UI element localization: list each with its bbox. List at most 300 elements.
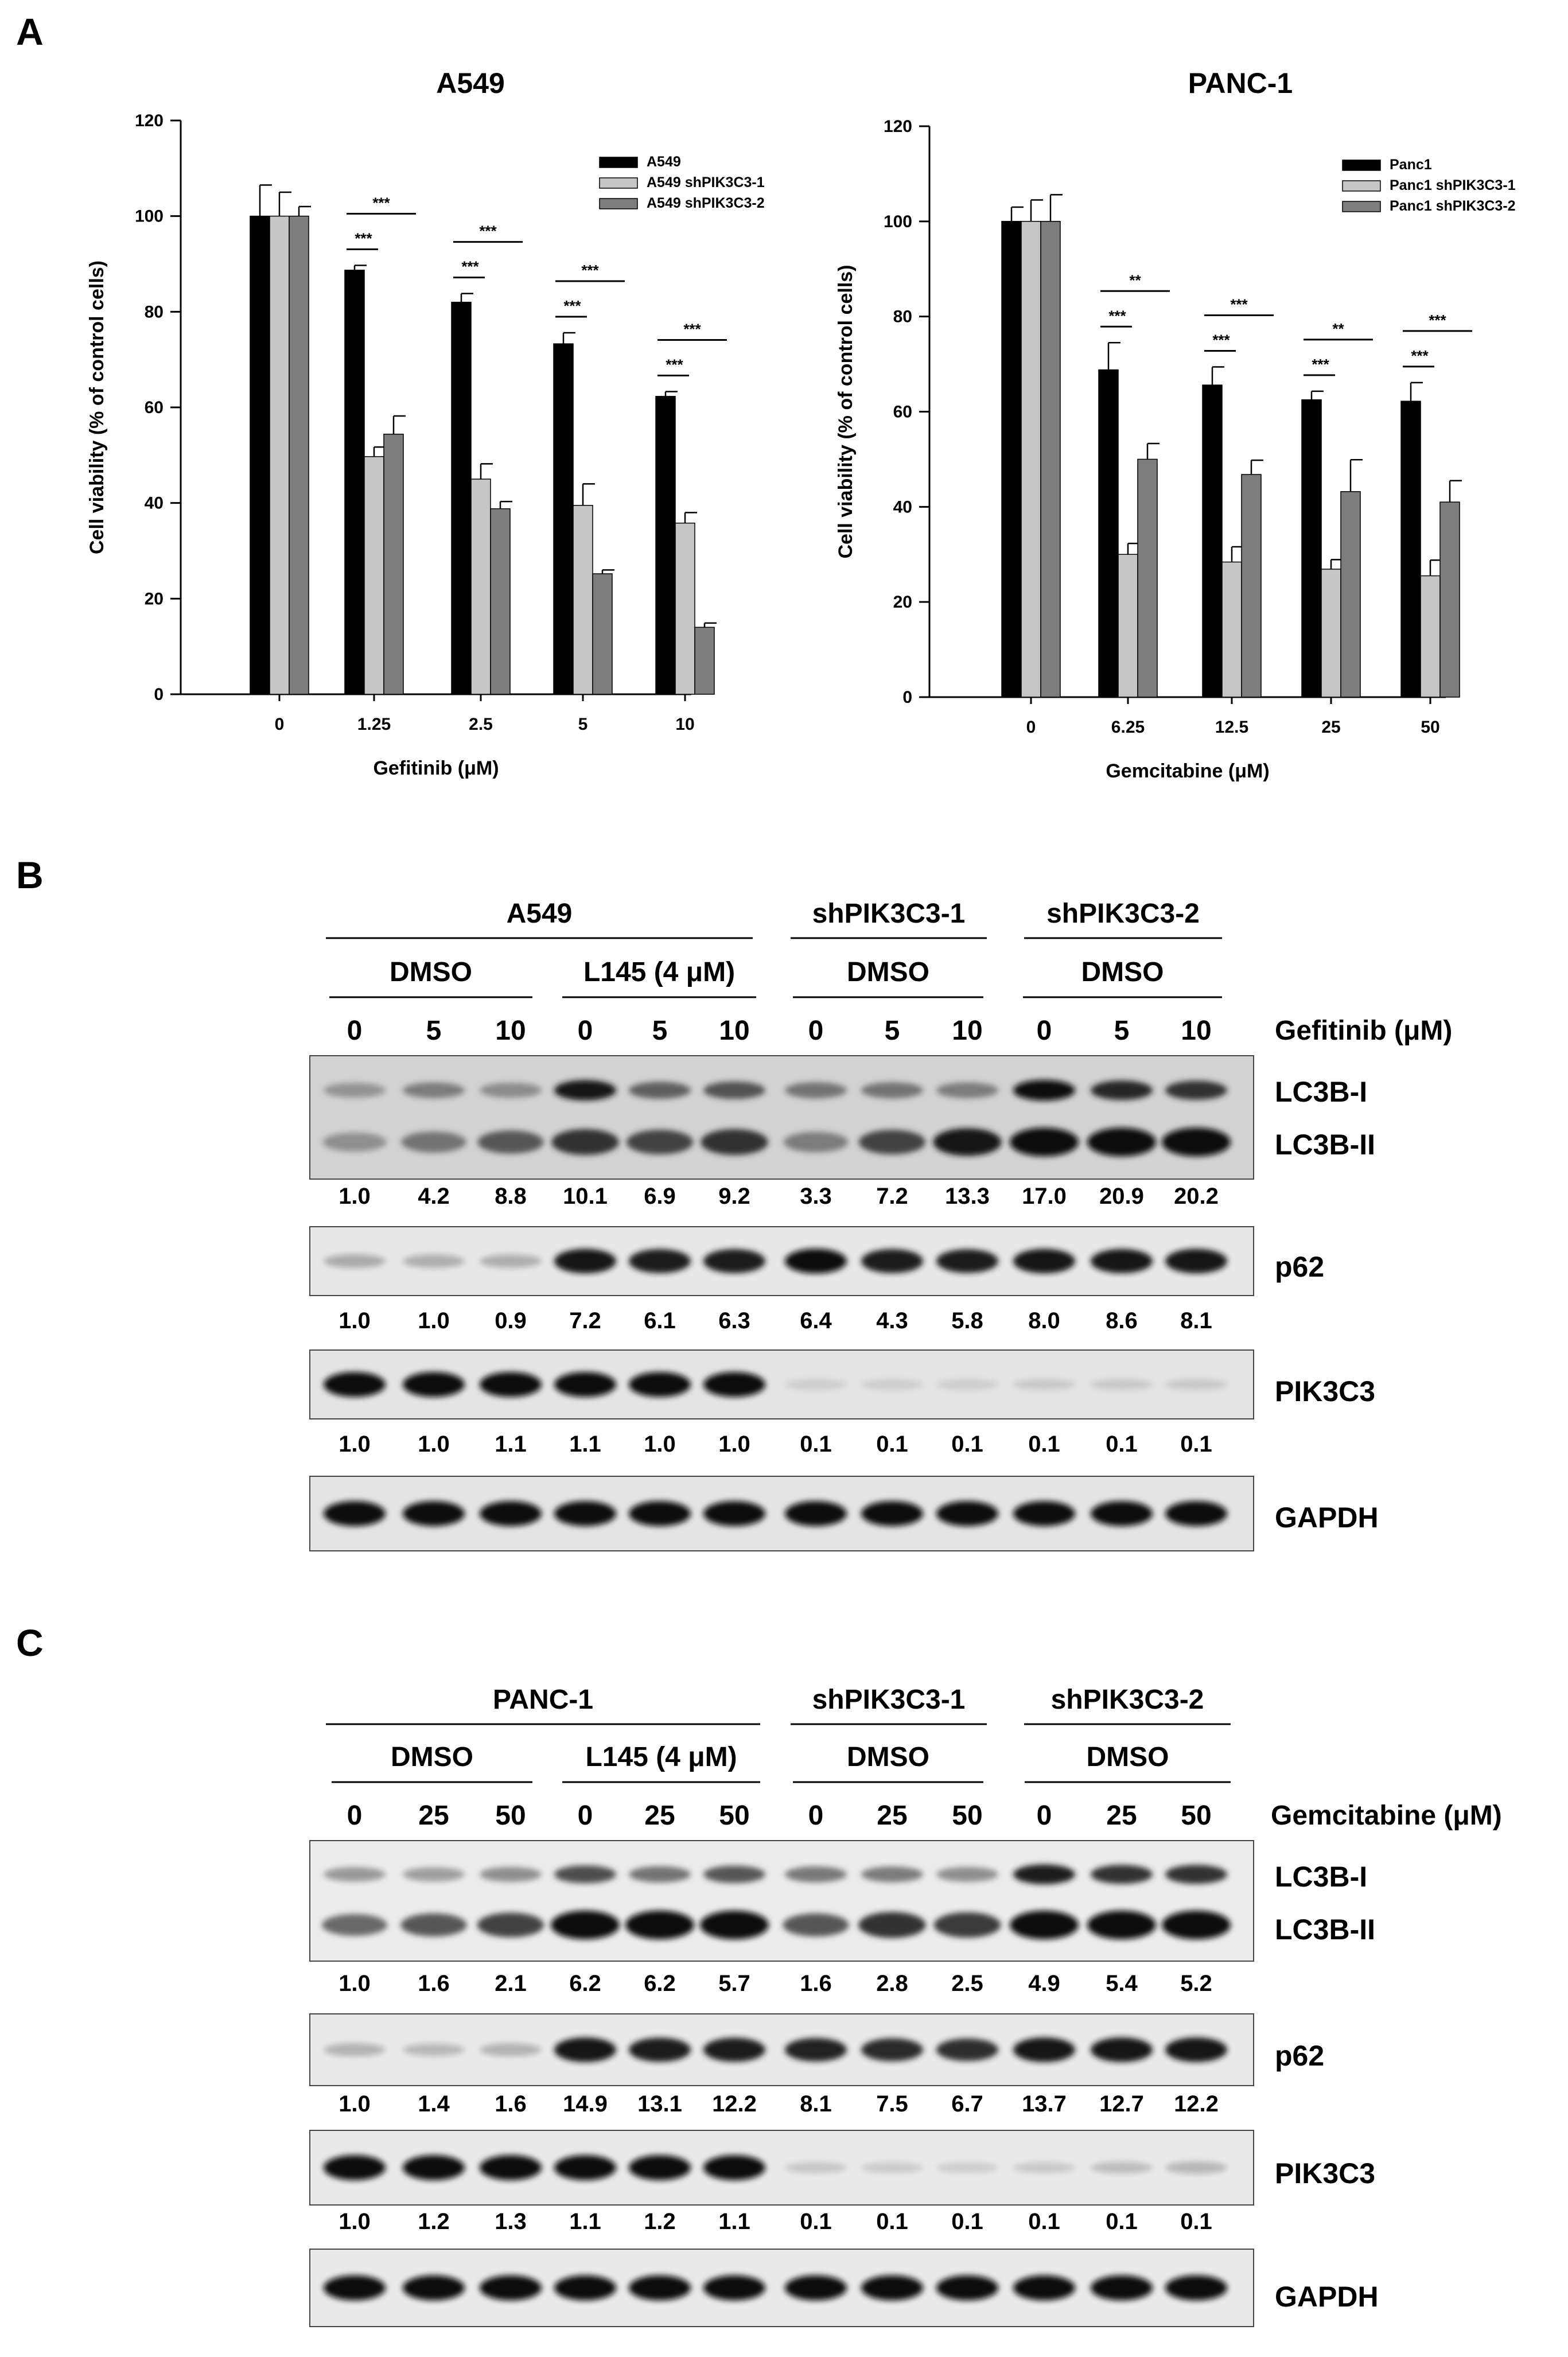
blot-quantification-value: 1.2 xyxy=(418,2209,450,2234)
blot-band xyxy=(629,1501,691,1526)
blot-band xyxy=(1165,2037,1227,2062)
y-tick-label: 0 xyxy=(902,688,912,707)
blot-band xyxy=(324,1501,386,1526)
blot-quantification-value: 6.2 xyxy=(644,1971,676,1996)
significance-stars-outer: *** xyxy=(372,194,390,212)
bar-0-s1-c4 xyxy=(675,523,695,694)
blot-quantification-value: 6.9 xyxy=(644,1184,676,1209)
significance-stars-outer: *** xyxy=(479,222,497,240)
blot-dose-label: 0 xyxy=(347,1800,363,1831)
blot-band xyxy=(934,1912,1001,1938)
blot-quantification-value: 0.1 xyxy=(1028,1432,1060,1457)
bar-0-s1-c3 xyxy=(573,505,593,694)
blot-dose-axis-label: Gefitinib (μM) xyxy=(1275,1016,1453,1046)
blot-quantification-value: 0.1 xyxy=(800,2209,832,2234)
blot-dose-label: 0 xyxy=(347,1016,363,1046)
significance-stars-outer: *** xyxy=(581,262,599,279)
y-tick-label: 20 xyxy=(144,589,164,609)
bar-0-s1-c0 xyxy=(270,216,289,694)
blot-dose-label: 25 xyxy=(644,1800,675,1831)
blot-band xyxy=(1087,1911,1156,1939)
blot-band xyxy=(785,1248,847,1273)
blot-quantification-value: 8.0 xyxy=(1028,1308,1060,1333)
significance-stars-outer: ** xyxy=(1332,320,1344,337)
y-tick-label: 20 xyxy=(893,593,912,612)
blot-quantification-value: 7.5 xyxy=(876,2091,908,2117)
legend-swatch xyxy=(1343,160,1380,170)
blot-band xyxy=(324,1083,386,1098)
blot-band xyxy=(1162,1128,1231,1157)
blot-quantification-value: 5.7 xyxy=(718,1971,750,1996)
blot-band xyxy=(861,2038,923,2061)
blot-protein-label: p62 xyxy=(1275,2040,1325,2072)
blot-quantification-value: 1.0 xyxy=(418,1432,450,1457)
legend-swatch xyxy=(600,199,637,209)
blot-band xyxy=(480,2155,542,2180)
blot-band xyxy=(629,1372,691,1397)
blot-band xyxy=(1091,2161,1153,2173)
blot-band xyxy=(861,1866,923,1883)
significance-stars-outer: *** xyxy=(1230,295,1248,313)
blot-band xyxy=(703,2038,765,2062)
y-tick-label: 60 xyxy=(144,398,164,417)
blot-band xyxy=(403,2044,465,2056)
x-tick-label: 12.5 xyxy=(1215,718,1249,737)
legend-label: Panc1 shPIK3C3-1 xyxy=(1390,177,1516,193)
blot-quantification-value: 0.1 xyxy=(876,1432,908,1457)
blot-band xyxy=(1165,1379,1227,1390)
blot-band xyxy=(629,2038,691,2062)
x-axis-label: Gefitinib (μM) xyxy=(373,757,499,779)
blot-band xyxy=(1013,1865,1075,1885)
blot-band xyxy=(554,1080,616,1100)
blot-band xyxy=(403,1501,465,1526)
blot-quantification-value: 8.1 xyxy=(800,2091,832,2117)
blot-band xyxy=(703,1082,765,1099)
blot-band xyxy=(785,1379,847,1390)
blot-band xyxy=(785,2276,847,2300)
blot-band xyxy=(861,1501,923,1526)
bar-1-s0-c3 xyxy=(1302,400,1321,697)
blot-band xyxy=(554,2276,616,2300)
blot-dose-label: 5 xyxy=(652,1016,668,1046)
blot-band xyxy=(554,1501,616,1526)
blot-quantification-value: 8.8 xyxy=(495,1184,527,1209)
legend-label: A549 xyxy=(647,154,681,170)
blot-dose-label: 0 xyxy=(577,1800,593,1831)
bar-1-s1-c0 xyxy=(1021,221,1041,697)
blot-band xyxy=(554,2037,616,2062)
bar-1-s0-c4 xyxy=(1401,401,1421,697)
significance-stars-outer: ** xyxy=(1129,271,1141,289)
y-axis-label: Cell viability (% of control cells) xyxy=(835,265,857,559)
blot-quantification-value: 1.1 xyxy=(569,1432,601,1457)
blot-band xyxy=(1013,2276,1075,2300)
blot-band xyxy=(629,2276,691,2300)
blot-band xyxy=(703,1501,765,1526)
bar-chart-a549 xyxy=(86,67,765,779)
blot-band xyxy=(933,1128,1001,1156)
blot-quantification-value: 1.6 xyxy=(800,1971,832,1996)
blot-band xyxy=(324,1254,386,1268)
blot-band xyxy=(703,1249,765,1273)
blot-dose-label: 0 xyxy=(577,1016,593,1046)
blot-band xyxy=(1091,1249,1153,1273)
blot-quantification-value: 4.3 xyxy=(876,1308,908,1333)
blot-group-header: PANC-1 xyxy=(492,1685,594,1715)
blot-band xyxy=(701,1129,768,1155)
blot-protein-label: LC3B-I xyxy=(1275,1076,1368,1108)
bar-1-s0-c1 xyxy=(1099,370,1118,697)
blot-band xyxy=(936,1867,998,1882)
blot-band xyxy=(403,1867,465,1881)
blot-dose-label: 25 xyxy=(877,1800,908,1831)
blot-quantification-value: 5.8 xyxy=(951,1308,983,1333)
blot-condition-header: DMSO xyxy=(847,1742,929,1772)
x-axis-label: Gemcitabine (μM) xyxy=(1106,760,1270,782)
y-tick-label: 120 xyxy=(134,111,164,130)
blot-dose-label: 10 xyxy=(1181,1016,1212,1046)
blot-quantification-value: 0.1 xyxy=(1028,2209,1060,2234)
blot-band xyxy=(477,1913,544,1938)
blot-band xyxy=(1087,1128,1156,1157)
bar-0-s2-c1 xyxy=(384,434,403,694)
blot-band xyxy=(859,1130,925,1154)
x-tick-label: 50 xyxy=(1421,718,1440,737)
bar-1-s1-c4 xyxy=(1421,576,1440,697)
blot-band xyxy=(480,1372,542,1397)
blot-quantification-value: 20.2 xyxy=(1174,1184,1219,1209)
blot-quantification-value: 1.0 xyxy=(338,2091,371,2117)
blot-band xyxy=(554,1249,616,1274)
blot-band xyxy=(861,1249,923,1273)
blot-quantification-value: 1.1 xyxy=(718,2209,750,2234)
blot-band xyxy=(861,1379,923,1390)
blot-band xyxy=(403,2155,465,2180)
blot-dose-label: 5 xyxy=(426,1016,442,1046)
blot-band xyxy=(629,1866,691,1883)
blot-band xyxy=(480,1254,542,1267)
blot-band xyxy=(480,1083,542,1098)
blot-quantification-value: 0.1 xyxy=(1180,2209,1212,2234)
blot-group-header: shPIK3C3-1 xyxy=(812,1685,966,1715)
blot-quantification-value: 5.4 xyxy=(1106,1971,1138,1996)
blot-quantification-value: 0.1 xyxy=(951,1432,983,1457)
blot-quantification-value: 0.1 xyxy=(1106,2209,1138,2234)
blot-band xyxy=(785,1866,847,1883)
blot-band xyxy=(1010,1911,1079,1939)
bar-0-s2-c0 xyxy=(289,216,309,694)
bar-0-s2-c4 xyxy=(695,627,714,694)
blot-band xyxy=(1013,1249,1075,1274)
blot-protein-label: GAPDH xyxy=(1275,2281,1379,2313)
blot-band xyxy=(324,1372,386,1397)
blot-dose-label: 10 xyxy=(719,1016,750,1046)
blot-band xyxy=(629,1249,691,1273)
significance-stars-inner: *** xyxy=(461,258,479,275)
blot-band xyxy=(1165,1865,1227,1884)
blot-quantification-value: 6.2 xyxy=(569,1971,601,1996)
blot-condition-header: DMSO xyxy=(847,957,929,987)
blot-band xyxy=(936,2162,998,2173)
y-tick-label: 40 xyxy=(144,493,164,513)
blot-band xyxy=(629,2155,691,2180)
western-blot-panel-c xyxy=(310,1685,1502,2327)
blot-quantification-value: 10.1 xyxy=(563,1184,608,1209)
bar-1-s2-c2 xyxy=(1242,474,1261,697)
blot-band xyxy=(785,1501,847,1526)
blot-dose-label: 5 xyxy=(884,1016,900,1046)
blot-band xyxy=(554,1865,616,1883)
bar-1-s0-c2 xyxy=(1203,385,1222,697)
bar-0-s2-c2 xyxy=(491,509,510,694)
blot-dose-label: 25 xyxy=(418,1800,449,1831)
blot-band xyxy=(784,1132,849,1153)
blot-band xyxy=(1091,2276,1153,2300)
blot-quantification-value: 4.9 xyxy=(1028,1971,1060,1996)
blot-band xyxy=(861,1082,923,1098)
bar-1-s1-c2 xyxy=(1222,562,1242,697)
blot-band xyxy=(551,1911,620,1939)
blot-quantification-value: 1.0 xyxy=(338,1432,371,1457)
blot-quantification-value: 1.2 xyxy=(644,2209,676,2234)
blot-band xyxy=(400,1913,466,1936)
blot-band xyxy=(1013,1080,1075,1100)
blot-quantification-value: 1.0 xyxy=(338,1971,371,1996)
significance-stars-inner: *** xyxy=(1108,307,1126,325)
blot-band xyxy=(1010,1128,1079,1157)
blot-quantification-value: 0.1 xyxy=(876,2209,908,2234)
blot-dose-label: 50 xyxy=(1181,1800,1212,1831)
x-tick-label: 1.25 xyxy=(357,715,391,734)
blot-quantification-value: 1.0 xyxy=(338,1308,371,1333)
blot-dose-label: 50 xyxy=(719,1800,750,1831)
blot-quantification-value: 1.3 xyxy=(495,2209,527,2234)
blot-band xyxy=(785,2162,847,2173)
blot-band xyxy=(783,1913,849,1936)
blot-quantification-value: 6.1 xyxy=(644,1308,676,1333)
blot-quantification-value: 6.7 xyxy=(951,2091,983,2117)
blot-quantification-value: 0.1 xyxy=(1106,1432,1138,1457)
blot-band xyxy=(322,1914,387,1936)
blot-condition-header: L145 (4 μM) xyxy=(585,1742,737,1772)
bar-0-s0-c0 xyxy=(250,216,270,694)
blot-band xyxy=(703,2155,765,2180)
bar-1-s1-c3 xyxy=(1321,569,1341,697)
blot-quantification-value: 0.1 xyxy=(800,1432,832,1457)
blot-group-header: shPIK3C3-2 xyxy=(1050,1685,1204,1715)
blot-band xyxy=(322,1133,387,1152)
blot-band xyxy=(403,2276,465,2300)
legend-label: A549 shPIK3C3-2 xyxy=(647,195,765,211)
blot-quantification-value: 7.2 xyxy=(876,1184,908,1209)
blot-protein-label: PIK3C3 xyxy=(1275,1375,1376,1407)
bar-0-s1-c1 xyxy=(364,457,384,694)
blot-quantification-value: 8.1 xyxy=(1180,1308,1212,1333)
blot-quantification-value: 14.9 xyxy=(563,2091,608,2117)
legend-swatch xyxy=(1343,181,1380,191)
blot-band xyxy=(551,1129,619,1155)
panel-letter-b: B xyxy=(16,854,44,896)
blot-band xyxy=(1165,2161,1227,2174)
blot-band xyxy=(1013,2037,1075,2062)
blot-dose-label: 50 xyxy=(495,1800,526,1831)
blot-band xyxy=(936,1501,998,1526)
blot-protein-label: LC3B-II xyxy=(1275,1913,1375,1946)
blot-band xyxy=(703,2276,765,2300)
blot-dose-label: 0 xyxy=(808,1016,824,1046)
blot-band xyxy=(477,1130,543,1153)
legend-swatch xyxy=(600,157,637,168)
blot-band xyxy=(1013,1501,1075,1526)
blot-condition-header: DMSO xyxy=(390,957,472,987)
y-tick-label: 40 xyxy=(893,497,912,517)
blot-band xyxy=(480,1867,542,1882)
blot-quantification-value: 1.0 xyxy=(338,1184,371,1209)
blot-quantification-value: 1.1 xyxy=(569,2209,601,2234)
blot-dose-label: 0 xyxy=(1036,1800,1052,1831)
blot-quantification-value: 1.6 xyxy=(495,2091,527,2117)
blot-quantification-value: 3.3 xyxy=(800,1184,832,1209)
blot-quantification-value: 2.1 xyxy=(495,1971,527,1996)
blot-band xyxy=(324,1867,386,1882)
blot-quantification-value: 6.3 xyxy=(718,1308,750,1333)
significance-stars-outer: *** xyxy=(683,320,701,338)
blot-band xyxy=(403,1082,465,1098)
blot-quantification-value: 1.0 xyxy=(418,1308,450,1333)
x-tick-label: 0 xyxy=(274,715,285,734)
blot-band xyxy=(403,1254,465,1267)
y-tick-label: 120 xyxy=(883,117,912,136)
blot-band xyxy=(936,1249,998,1273)
blot-protein-label: p62 xyxy=(1275,1251,1325,1283)
blot-band xyxy=(936,2039,998,2061)
blot-band xyxy=(480,1501,542,1526)
blot-dose-label: 0 xyxy=(1036,1016,1052,1046)
bar-0-s2-c3 xyxy=(593,574,612,694)
blot-band xyxy=(785,1082,847,1098)
legend-swatch xyxy=(1343,201,1380,212)
blot-quantification-value: 1.0 xyxy=(644,1432,676,1457)
blot-quantification-value: 12.2 xyxy=(1174,2091,1219,2117)
bar-0-s0-c3 xyxy=(554,344,573,694)
blot-quantification-value: 17.0 xyxy=(1022,1184,1067,1209)
blot-band xyxy=(324,2276,386,2300)
blot-group-header: A549 xyxy=(506,899,573,929)
blot-quantification-value: 1.4 xyxy=(418,2091,450,2117)
y-axis-label: Cell viability (% of control cells) xyxy=(86,260,108,554)
blot-quantification-value: 9.2 xyxy=(718,1184,750,1209)
blot-quantification-value: 7.2 xyxy=(569,1308,601,1333)
blot-quantification-value: 0.1 xyxy=(951,2209,983,2234)
legend-label: A549 shPIK3C3-1 xyxy=(647,174,765,190)
bar-0-s0-c4 xyxy=(656,396,675,694)
bar-1-s1-c1 xyxy=(1118,554,1138,697)
bar-chart-panc1 xyxy=(835,67,1516,782)
bar-0-s1-c2 xyxy=(471,479,491,694)
blot-band xyxy=(1091,2037,1153,2062)
y-tick-label: 60 xyxy=(893,402,912,422)
blot-protein-label: LC3B-I xyxy=(1275,1861,1368,1893)
blot-band xyxy=(554,1372,616,1397)
blot-condition-header: DMSO xyxy=(1086,1742,1169,1772)
blot-group-header: shPIK3C3-1 xyxy=(812,899,966,929)
blot-quantification-value: 20.9 xyxy=(1099,1184,1144,1209)
blot-band xyxy=(627,1130,693,1154)
blot-band xyxy=(1091,1501,1153,1526)
blot-band xyxy=(554,2155,616,2180)
significance-stars-inner: *** xyxy=(666,356,683,374)
bar-1-s2-c4 xyxy=(1440,502,1460,697)
blot-band xyxy=(1013,2162,1075,2173)
significance-stars-inner: *** xyxy=(1312,355,1329,373)
legend-label: Panc1 xyxy=(1390,157,1432,173)
blot-band xyxy=(1165,1501,1227,1526)
blot-quantification-value: 6.4 xyxy=(800,1308,832,1333)
x-tick-label: 5 xyxy=(578,715,588,734)
blot-band xyxy=(480,2043,542,2056)
x-tick-label: 6.25 xyxy=(1111,718,1145,737)
blot-quantification-value: 1.0 xyxy=(338,2209,371,2234)
panel-letter-c: C xyxy=(16,1621,44,1664)
chart-title: PANC-1 xyxy=(1188,67,1293,99)
blot-band xyxy=(936,1082,998,1098)
bar-1-s2-c3 xyxy=(1341,492,1360,697)
blot-band xyxy=(324,2043,386,2056)
blot-band xyxy=(403,1372,465,1397)
blot-band xyxy=(1091,1379,1153,1390)
blot-band xyxy=(625,1911,694,1939)
y-tick-label: 100 xyxy=(883,212,912,231)
blot-quantification-value: 12.7 xyxy=(1099,2091,1144,2117)
blot-band xyxy=(1162,1911,1231,1939)
legend-swatch xyxy=(600,178,637,188)
blot-protein-label: GAPDH xyxy=(1275,1502,1379,1534)
bar-1-s0-c0 xyxy=(1002,221,1021,697)
blot-dose-label: 5 xyxy=(1114,1016,1130,1046)
blot-quantification-value: 13.1 xyxy=(637,2091,682,2117)
blot-dose-label: 50 xyxy=(952,1800,983,1831)
blot-condition-header: DMSO xyxy=(391,1742,473,1772)
blot-band xyxy=(936,2276,998,2300)
blot-band xyxy=(1013,1379,1075,1390)
blot-band xyxy=(703,1372,765,1397)
blot-band xyxy=(1091,1080,1153,1100)
blot-quantification-value: 2.8 xyxy=(876,1971,908,1996)
legend-label: Panc1 shPIK3C3-2 xyxy=(1390,198,1516,214)
x-tick-label: 10 xyxy=(675,715,695,734)
significance-stars-inner: *** xyxy=(355,230,372,247)
blot-quantification-value: 0.9 xyxy=(495,1308,527,1333)
blot-quantification-value: 0.1 xyxy=(1180,1432,1212,1457)
blot-condition-header: DMSO xyxy=(1081,957,1164,987)
blot-quantification-value: 5.2 xyxy=(1180,1971,1212,1996)
blot-band xyxy=(480,2276,542,2300)
blot-protein-label: LC3B-II xyxy=(1275,1129,1375,1161)
blot-group-header: shPIK3C3-2 xyxy=(1046,899,1200,929)
y-tick-label: 0 xyxy=(154,685,164,704)
blot-quantification-value: 1.1 xyxy=(495,1432,527,1457)
blot-dose-label: 10 xyxy=(495,1016,526,1046)
blot-band xyxy=(324,2155,386,2180)
blot-dose-label: 0 xyxy=(808,1800,824,1831)
bar-0-s0-c2 xyxy=(452,302,471,694)
blot-condition-header: L145 (4 μM) xyxy=(583,957,736,987)
blot-band xyxy=(700,1911,769,1939)
blot-dose-label: 25 xyxy=(1106,1800,1137,1831)
y-tick-label: 100 xyxy=(134,207,164,226)
x-tick-label: 2.5 xyxy=(469,715,493,734)
